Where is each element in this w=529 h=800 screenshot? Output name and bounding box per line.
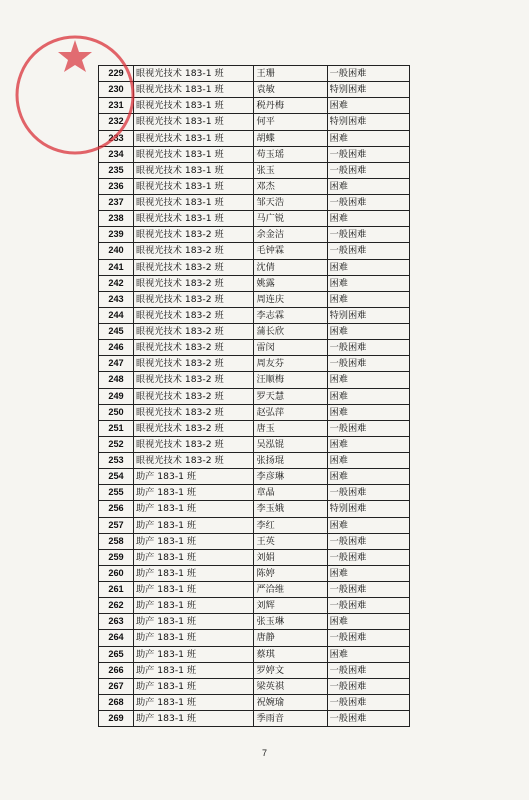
- table-row: [99, 291, 410, 307]
- student-name: 严洽维: [254, 582, 327, 598]
- table-row: [99, 340, 410, 356]
- student-name: 李玉娥: [254, 501, 327, 517]
- class-name: 助产 183-1 班: [134, 694, 254, 710]
- hardship-level: 困难: [327, 259, 409, 275]
- row-number: 254: [99, 469, 134, 485]
- table-row: [99, 66, 410, 82]
- hardship-level: 困难: [327, 291, 409, 307]
- row-number: 262: [99, 598, 134, 614]
- student-name: 沈倩: [254, 259, 327, 275]
- hardship-level: 困难: [327, 565, 409, 581]
- table-row: [99, 711, 410, 727]
- row-number: 230: [99, 82, 134, 98]
- row-number: 243: [99, 291, 134, 307]
- row-number: 253: [99, 453, 134, 469]
- student-name: 刘辉: [254, 598, 327, 614]
- table-row: [99, 211, 410, 227]
- row-number: 265: [99, 646, 134, 662]
- page-number: 7: [261, 748, 267, 758]
- student-name: 张玉琳: [254, 614, 327, 630]
- table-row: [99, 114, 410, 130]
- student-name: 税丹梅: [254, 98, 327, 114]
- hardship-level: 一般困难: [327, 146, 409, 162]
- class-name: 助产 183-1 班: [134, 485, 254, 501]
- class-name: 眼视光技术 183-1 班: [134, 98, 254, 114]
- table-row: [99, 227, 410, 243]
- row-number: 238: [99, 211, 134, 227]
- student-name: 张扬琨: [254, 453, 327, 469]
- student-name: 胡蝶: [254, 130, 327, 146]
- table-row: [99, 259, 410, 275]
- hardship-level: 困难: [327, 98, 409, 114]
- student-name: 张玉: [254, 162, 327, 178]
- table-row: [99, 178, 410, 194]
- hardship-level: 特别困难: [327, 82, 409, 98]
- row-number: 269: [99, 711, 134, 727]
- row-number: 241: [99, 259, 134, 275]
- row-number: 249: [99, 388, 134, 404]
- table-row: [99, 404, 410, 420]
- hardship-level: 一般困难: [327, 195, 409, 211]
- row-number: 245: [99, 324, 134, 340]
- table-row: [99, 598, 410, 614]
- class-name: 助产 183-1 班: [134, 517, 254, 533]
- class-name: 眼视光技术 183-2 班: [134, 227, 254, 243]
- row-number: 257: [99, 517, 134, 533]
- hardship-level: 困难: [327, 130, 409, 146]
- row-number: 258: [99, 533, 134, 549]
- row-number: 244: [99, 307, 134, 323]
- hardship-level: 困难: [327, 436, 409, 452]
- row-number: 234: [99, 146, 134, 162]
- class-name: 眼视光技术 183-2 班: [134, 436, 254, 452]
- student-name: 马广锐: [254, 211, 327, 227]
- row-number: 233: [99, 130, 134, 146]
- student-name: 刘娟: [254, 549, 327, 565]
- student-name: 苟玉瑶: [254, 146, 327, 162]
- hardship-level: 特别困难: [327, 114, 409, 130]
- class-name: 助产 183-1 班: [134, 614, 254, 630]
- table-row: [99, 565, 410, 581]
- row-number: 261: [99, 582, 134, 598]
- row-number: 251: [99, 420, 134, 436]
- student-name: 余金洁: [254, 227, 327, 243]
- student-name: 赵弘萍: [254, 404, 327, 420]
- row-number: 247: [99, 356, 134, 372]
- class-name: 眼视光技术 183-2 班: [134, 259, 254, 275]
- row-number: 250: [99, 404, 134, 420]
- row-number: 266: [99, 662, 134, 678]
- student-name: 章晶: [254, 485, 327, 501]
- table-row: [99, 549, 410, 565]
- hardship-level: 一般困难: [327, 598, 409, 614]
- hardship-level: 一般困难: [327, 582, 409, 598]
- class-name: 眼视光技术 183-2 班: [134, 356, 254, 372]
- student-name: 梁英祺: [254, 678, 327, 694]
- student-name: 雷闵: [254, 340, 327, 356]
- table-row: [99, 162, 410, 178]
- class-name: 助产 183-1 班: [134, 630, 254, 646]
- table-row: [99, 582, 410, 598]
- hardship-level: 一般困难: [327, 420, 409, 436]
- row-number: 229: [99, 66, 134, 82]
- student-name: 王英: [254, 533, 327, 549]
- class-name: 眼视光技术 183-2 班: [134, 453, 254, 469]
- table-row: [99, 388, 410, 404]
- student-name: 王珊: [254, 66, 327, 82]
- class-name: 眼视光技术 183-1 班: [134, 195, 254, 211]
- student-name: 吴泓锟: [254, 436, 327, 452]
- class-name: 助产 183-1 班: [134, 582, 254, 598]
- hardship-level: 一般困难: [327, 356, 409, 372]
- table-row: [99, 307, 410, 323]
- hardship-level: 困难: [327, 388, 409, 404]
- hardship-level: 困难: [327, 453, 409, 469]
- table-row: [99, 243, 410, 259]
- student-name: 袁敏: [254, 82, 327, 98]
- table-row: [99, 694, 410, 710]
- row-number: 267: [99, 678, 134, 694]
- hardship-level: 一般困难: [327, 340, 409, 356]
- table-row: [99, 630, 410, 646]
- row-number: 260: [99, 565, 134, 581]
- table-row: [99, 646, 410, 662]
- student-name: 邓杰: [254, 178, 327, 194]
- class-name: 眼视光技术 183-2 班: [134, 404, 254, 420]
- student-name: 唐玉: [254, 420, 327, 436]
- student-name: 李彦琳: [254, 469, 327, 485]
- class-name: 助产 183-1 班: [134, 598, 254, 614]
- hardship-level: 一般困难: [327, 694, 409, 710]
- hardship-level: 一般困难: [327, 243, 409, 259]
- student-name: 唐静: [254, 630, 327, 646]
- hardship-level: 一般困难: [327, 66, 409, 82]
- class-name: 眼视光技术 183-2 班: [134, 243, 254, 259]
- table-row: [99, 356, 410, 372]
- class-name: 助产 183-1 班: [134, 501, 254, 517]
- hardship-level: 一般困难: [327, 533, 409, 549]
- row-number: 232: [99, 114, 134, 130]
- hardship-level: 一般困难: [327, 678, 409, 694]
- table-row: [99, 146, 410, 162]
- table-row: [99, 275, 410, 291]
- class-name: 眼视光技术 183-2 班: [134, 324, 254, 340]
- hardship-level: 困难: [327, 372, 409, 388]
- hardship-level: 一般困难: [327, 485, 409, 501]
- row-number: 263: [99, 614, 134, 630]
- row-number: 246: [99, 340, 134, 356]
- hardship-level: 一般困难: [327, 227, 409, 243]
- row-number: 235: [99, 162, 134, 178]
- class-name: 眼视光技术 183-2 班: [134, 420, 254, 436]
- class-name: 眼视光技术 183-2 班: [134, 372, 254, 388]
- table-row: [99, 517, 410, 533]
- class-name: 眼视光技术 183-2 班: [134, 291, 254, 307]
- student-name: 邹天浩: [254, 195, 327, 211]
- hardship-level: 困难: [327, 404, 409, 420]
- class-name: 眼视光技术 183-2 班: [134, 307, 254, 323]
- student-hardship-table: [98, 65, 410, 727]
- student-name: 姚露: [254, 275, 327, 291]
- row-number: 242: [99, 275, 134, 291]
- hardship-level: 困难: [327, 275, 409, 291]
- student-name: 蒲长欣: [254, 324, 327, 340]
- row-number: 236: [99, 178, 134, 194]
- table-row: [99, 324, 410, 340]
- table-row: [99, 678, 410, 694]
- student-name: 罗婷文: [254, 662, 327, 678]
- table-row: [99, 82, 410, 98]
- row-number: 248: [99, 372, 134, 388]
- hardship-level: 特别困难: [327, 501, 409, 517]
- row-number: 255: [99, 485, 134, 501]
- row-number: 237: [99, 195, 134, 211]
- row-number: 239: [99, 227, 134, 243]
- class-name: 眼视光技术 183-1 班: [134, 82, 254, 98]
- table-row: [99, 501, 410, 517]
- hardship-level: 困难: [327, 517, 409, 533]
- class-name: 眼视光技术 183-2 班: [134, 388, 254, 404]
- table-row: [99, 533, 410, 549]
- hardship-level: 一般困难: [327, 162, 409, 178]
- student-name: 李红: [254, 517, 327, 533]
- table-row: [99, 98, 410, 114]
- table-row: [99, 195, 410, 211]
- row-number: 256: [99, 501, 134, 517]
- hardship-level: 一般困难: [327, 549, 409, 565]
- class-name: 助产 183-1 班: [134, 565, 254, 581]
- student-name: 季雨音: [254, 711, 327, 727]
- class-name: 助产 183-1 班: [134, 711, 254, 727]
- table-row: [99, 614, 410, 630]
- hardship-level: 困难: [327, 469, 409, 485]
- hardship-level: 困难: [327, 646, 409, 662]
- student-name: 汪顺梅: [254, 372, 327, 388]
- class-name: 助产 183-1 班: [134, 549, 254, 565]
- class-name: 眼视光技术 183-1 班: [134, 146, 254, 162]
- table-row: [99, 485, 410, 501]
- table-body: [99, 66, 410, 727]
- class-name: 眼视光技术 183-1 班: [134, 114, 254, 130]
- class-name: 眼视光技术 183-1 班: [134, 211, 254, 227]
- class-name: 眼视光技术 183-1 班: [134, 66, 254, 82]
- row-number: 252: [99, 436, 134, 452]
- student-name: 蔡琪: [254, 646, 327, 662]
- class-name: 眼视光技术 183-1 班: [134, 162, 254, 178]
- student-name: 毛钟霖: [254, 243, 327, 259]
- student-name: 周友芬: [254, 356, 327, 372]
- class-name: 助产 183-1 班: [134, 469, 254, 485]
- class-name: 助产 183-1 班: [134, 678, 254, 694]
- hardship-level: 困难: [327, 614, 409, 630]
- class-name: 助产 183-1 班: [134, 662, 254, 678]
- hardship-level: 困难: [327, 324, 409, 340]
- class-name: 助产 183-1 班: [134, 533, 254, 549]
- student-name: 李志霖: [254, 307, 327, 323]
- row-number: 231: [99, 98, 134, 114]
- hardship-level: 一般困难: [327, 662, 409, 678]
- row-number: 268: [99, 694, 134, 710]
- table-row: [99, 372, 410, 388]
- class-name: 眼视光技术 183-1 班: [134, 178, 254, 194]
- table-row: [99, 662, 410, 678]
- class-name: 助产 183-1 班: [134, 646, 254, 662]
- row-number: 259: [99, 549, 134, 565]
- row-number: 264: [99, 630, 134, 646]
- hardship-level: 困难: [327, 211, 409, 227]
- row-number: 240: [99, 243, 134, 259]
- table-row: [99, 453, 410, 469]
- hardship-level: 特别困难: [327, 307, 409, 323]
- table-row: [99, 469, 410, 485]
- student-name: 何平: [254, 114, 327, 130]
- hardship-level: 一般困难: [327, 630, 409, 646]
- table-row: [99, 420, 410, 436]
- table-row: [99, 436, 410, 452]
- hardship-level: 一般困难: [327, 711, 409, 727]
- student-name: 罗天慧: [254, 388, 327, 404]
- hardship-level: 困难: [327, 178, 409, 194]
- student-name: 陈婷: [254, 565, 327, 581]
- class-name: 眼视光技术 183-2 班: [134, 275, 254, 291]
- class-name: 眼视光技术 183-1 班: [134, 130, 254, 146]
- class-name: 眼视光技术 183-2 班: [134, 340, 254, 356]
- table-row: [99, 130, 410, 146]
- student-name: 周连庆: [254, 291, 327, 307]
- student-name: 祝婉瑜: [254, 694, 327, 710]
